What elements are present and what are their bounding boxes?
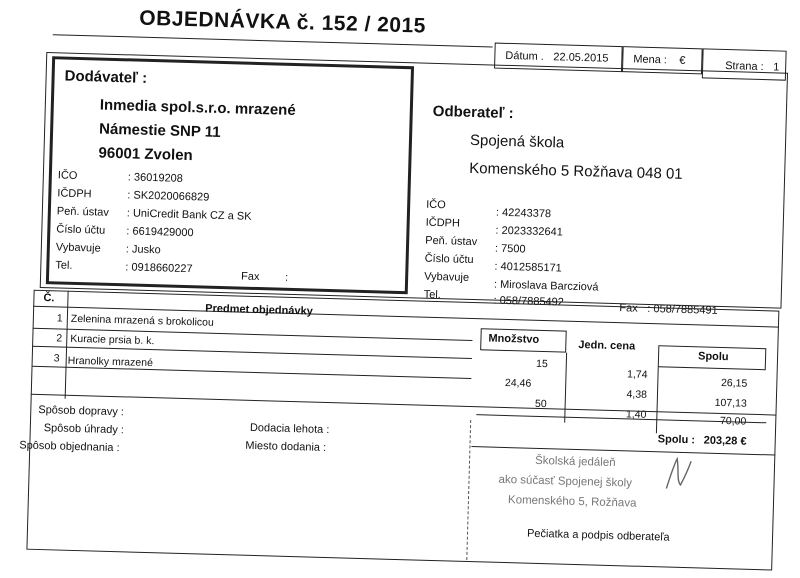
supplier-ico-value: : 36019208 [127,171,184,185]
supplier-account-value: : 6619429000 [126,225,194,240]
delivery-place-label: Miesto dodania : [245,439,327,454]
supplier-bank-value: : UniCredit Bank CZ a SK [126,207,252,223]
customer-account-value: : 4012585171 [494,260,562,275]
col-qty-header: Množstvo [488,332,540,346]
customer-name: Spojená škola [469,131,565,152]
supplier-fax-label: Fax [240,270,260,284]
school-stamp [483,449,715,525]
supplier-fax-value: : [284,271,289,284]
table-row-2-total: 107,13 [714,396,747,410]
grand-total-label: Spolu : [657,433,696,447]
signature-mark [660,454,701,495]
payment-label: Spôsob úhrady : [43,422,125,437]
stamp-line-3: Komenského 5, Rožňava [507,494,637,510]
customer-icdph-value: : 2023332641 [495,224,563,239]
customer-account-label: Číslo účtu [424,252,474,267]
customer-icdph-label: IČDPH [425,216,461,230]
table-row-1-unit: 1,74 [626,368,648,381]
supplier-account-label: Číslo účtu [56,223,106,237]
table-row-3-no: 3 [53,352,60,365]
items-table [26,290,779,571]
customer-tel-label: Tel. [423,288,441,302]
delivery-term-label: Dodacia lehota : [249,421,330,437]
supplier-tel-value: : 0918660227 [125,261,193,276]
customer-fax-value: : 058/7885491 [647,302,718,317]
supplier-name: Inmedia spol.s.r.o. mrazené [99,96,296,120]
col-unit-header: Jedn. cena [578,339,636,353]
table-row-2-qty: 24,46 [504,376,532,390]
grand-total-value: 203,28 € [703,434,747,448]
customer-heading: Odberateľ : [432,102,514,123]
table-row-2-unit: 4,38 [626,388,648,401]
customer-tel-value: : 058/7885492 [493,294,565,309]
date-value: 22.05.2015 [553,51,609,65]
stamp-line-2: ako súčasť Spojenej školy [498,473,633,490]
date-label: Dátum . [505,49,545,63]
supplier-handler-label: Vybavuje [55,241,101,255]
supplier-heading: Dodávateľ : [64,67,148,87]
supplier-city: 96001 Zvolen [98,144,193,165]
currency-label: Mena : [633,53,668,67]
table-row-3-item: Hranolky mrazené [67,354,154,370]
supplier-handler-value: : Jusko [125,243,161,257]
supplier-ico-label: IČO [57,169,78,182]
signature-caption: Pečiatka a podpis odberateľa [526,527,670,544]
table-row-2-no: 2 [56,332,63,345]
page-label: Strana : [725,59,764,74]
table-row-2-item: Kuracie prsia b. k. [70,332,155,348]
supplier-street: Námestie SNP 11 [98,120,221,141]
col-no-header: Č. [43,292,55,305]
customer-bank-value: : 7500 [494,242,526,256]
supplier-box [46,56,414,294]
page-value: 1 [772,61,780,74]
table-row-1-total: 26,15 [720,377,748,390]
customer-ico-label: IČO [426,198,446,212]
table-row-1-qty: 15 [535,357,548,371]
supplier-icdph-value: : SK2020066829 [127,189,210,204]
customer-address: Komenského 5 Rožňava 048 01 [468,159,683,183]
table-row-3-qty: 50 [534,397,547,411]
supplier-icdph-label: IČDPH [57,187,92,201]
stamp-line-1: Školská jedáleň [534,454,616,470]
supplier-bank-label: Peň. ústav [56,205,109,219]
ordering-label: Spôsob objednania : [19,439,120,455]
table-row-1-item: Zelenina mrazená s brokolicou [70,312,214,329]
col-total-header: Spolu [697,350,729,364]
col-item-header: Predmet objednávky [205,302,313,318]
customer-fax-label: Fax [619,302,638,315]
table-row-3-unit: 1,40 [625,408,647,421]
customer-bank-label: Peň. ústav [425,234,478,249]
supplier-tel-label: Tel. [55,259,73,272]
document-title: OBJEDNÁVKA č. 152 / 2015 [138,6,427,38]
currency-value: € [679,54,686,67]
title-underline-box [53,34,493,48]
customer-handler-value: : Miroslava Barcziová [493,278,599,294]
customer-ico-value: : 42243378 [495,206,552,221]
customer-handler-label: Vybavuje [424,270,470,284]
table-row-1-no: 1 [56,312,63,325]
table-row-3-total: 70,00 [719,414,747,428]
transport-label: Spôsob dopravy : [38,403,125,419]
